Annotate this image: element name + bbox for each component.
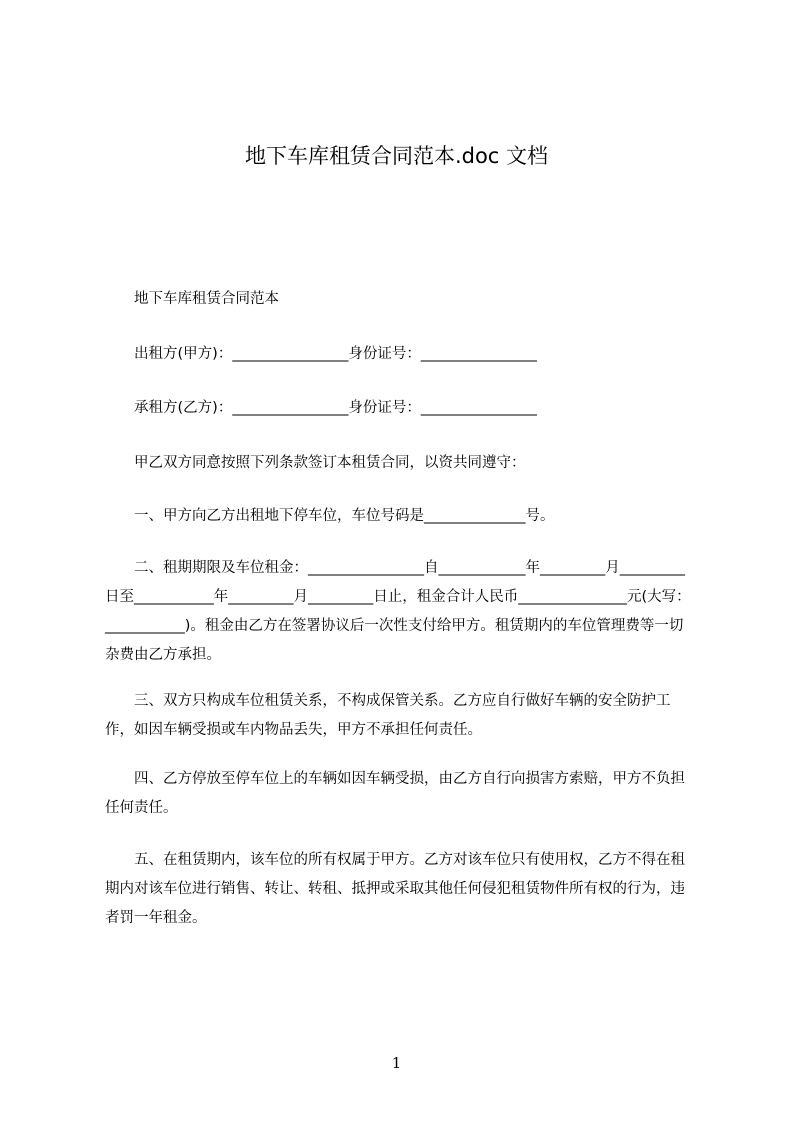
paragraph-clause-2: 二、租期期限及车位租金：________________自____________年_________月_________日至___________年_________月_________日止，租金合计人民币_______________元(大写：___________)。租金由乙方在签署协议后一次性支付给甲方。租赁期内的车位管理费等一切杂费由乙方承担。 xyxy=(105,560,691,663)
paragraph-clause-4: 四、乙方停放至停车位上的车辆如因车辆受损，由乙方自行向损害方索赔，甲方不负担任何责任。 xyxy=(105,771,685,816)
paragraph-clause-5: 五、在租赁期内，该车位的所有权属于甲方。乙方对该车位只有使用权，乙方不得在租期内对该车位进行销售、转让、转租、抵押或采取其他任何侵犯租赁物件所有权的行为，违者罚一年租金。 xyxy=(105,852,685,926)
paragraph-clause-3: 三、双方只构成车位租赁关系，不构成保管关系。乙方应自行做好车辆的安全防护工作，如因车辆受损或车内物品丢失，甲方不承担任何责任。 xyxy=(105,693,671,738)
page-number: 1 xyxy=(391,1054,402,1072)
paragraph-lessor: 出租方(甲方)：________________身份证号：________________ xyxy=(105,346,537,362)
document-title: 地下车库租赁合同范本.doc 文档 xyxy=(244,144,549,168)
paragraph-clause-1: 一、甲方向乙方出租地下停车位，车位号码是______________号。 xyxy=(105,508,555,524)
paragraph-heading: 地下车库租赁合同范本 xyxy=(105,291,279,307)
paragraph-agreement: 甲乙双方同意按照下列条款签订本租赁合同，以资共同遵守： xyxy=(105,455,526,471)
paragraph-lessee: 承租方(乙方)：________________身份证号：________________ xyxy=(105,400,537,416)
